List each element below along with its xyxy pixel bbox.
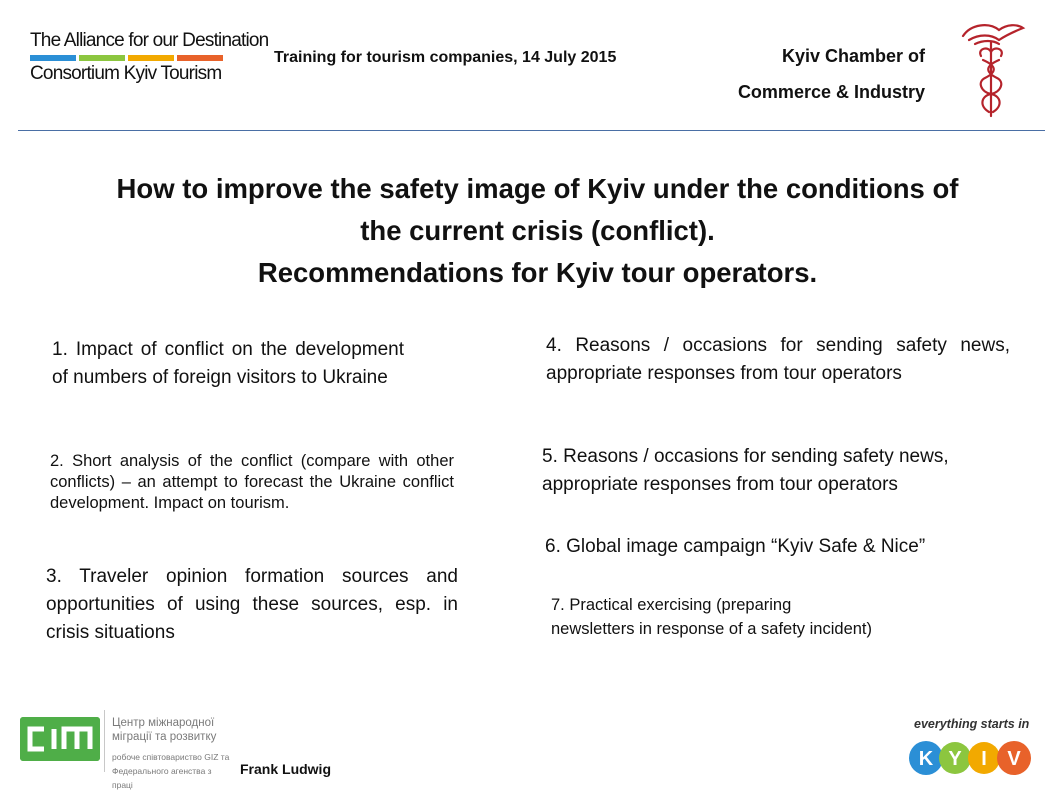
bar-orange bbox=[177, 55, 223, 61]
agenda-item-5: 5. Reasons / occasions for sending safety news, appropriate responses from tour operators bbox=[542, 446, 949, 495]
kyiv-letter-y: Y bbox=[948, 748, 962, 770]
alliance-logo bbox=[30, 30, 269, 85]
bar-green bbox=[79, 55, 125, 61]
alliance-subtitle: Consortium Kyiv Tourism bbox=[30, 63, 222, 84]
bar-blue bbox=[30, 55, 76, 61]
title-line1: How to improve the safety image of Kyiv under the conditions of bbox=[116, 173, 959, 204]
author-name: Frank Ludwig bbox=[240, 761, 331, 777]
cim-line4: Федерального агенства з праці bbox=[112, 766, 212, 790]
cim-description bbox=[112, 716, 232, 792]
agenda-item-7-line2: newsletters in response of a safety incident) bbox=[551, 620, 873, 638]
agenda-item-1: 1. Impact of conflict on the development of numbers of foreign visitors to Ukraine bbox=[52, 339, 404, 388]
title-line3: Recommendations for Kyiv tour operators. bbox=[257, 257, 818, 288]
cim-line2: міграції та розвитку bbox=[112, 731, 217, 743]
agenda-item-3: 3. Traveler opinion formation sources and opportunities of using these sources, esp. in crisis situations bbox=[46, 566, 458, 643]
agenda-item-7-line1: 7. Practical exercising (preparing bbox=[551, 596, 792, 614]
cim-line1: Центр міжнародної bbox=[112, 717, 215, 729]
cim-logo bbox=[20, 717, 100, 761]
bar-yellow bbox=[128, 55, 174, 61]
footer-divider bbox=[104, 710, 105, 772]
kyiv-letter-v: V bbox=[1007, 748, 1021, 770]
agenda-item-6: 6. Global image campaign “Kyiv Safe & Nice” bbox=[545, 536, 926, 557]
training-subtitle: Training for tourism companies, 14 July 2015 bbox=[274, 49, 617, 66]
agenda-item-7 bbox=[551, 593, 971, 641]
kyiv-slogan: everything starts in bbox=[914, 717, 1030, 731]
kyiv-letter-i: I bbox=[981, 748, 987, 770]
page-title bbox=[40, 168, 1035, 294]
agenda-item-4: 4. Reasons / occasions for sending safety news, appropriate responses from tour operators bbox=[546, 335, 1010, 384]
header-divider bbox=[18, 130, 1045, 131]
agenda-item-2: 2. Short analysis of the conflict (compare with other conflicts) – an attempt to forecast the Ukraine conflict development. Impact on tourism. bbox=[50, 452, 454, 512]
chamber-name bbox=[700, 38, 925, 110]
hermes-caduceus-icon bbox=[955, 20, 1027, 120]
chamber-line2: Commerce & Industry bbox=[737, 82, 925, 102]
chamber-line1: Kyiv Chamber of bbox=[781, 46, 925, 66]
alliance-color-bars bbox=[30, 55, 230, 61]
alliance-title: The Alliance for our Destination bbox=[30, 30, 269, 51]
kyiv-letter-k: K bbox=[918, 748, 934, 770]
kyiv-logo bbox=[908, 733, 1033, 779]
cim-line3: робоче співтовариство GIZ та bbox=[112, 752, 230, 762]
title-line2: the current crisis (conflict). bbox=[360, 215, 715, 246]
